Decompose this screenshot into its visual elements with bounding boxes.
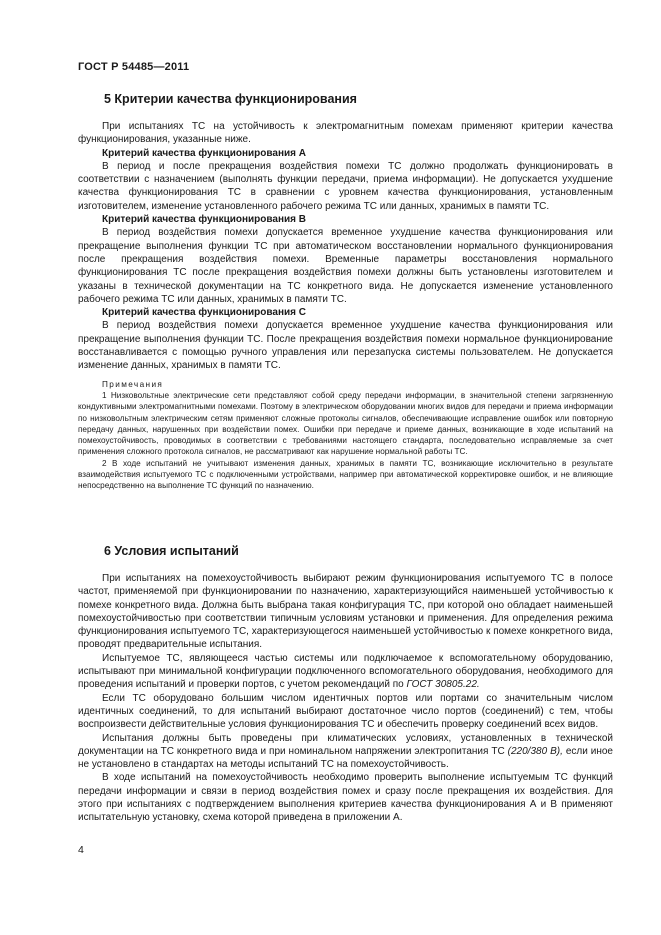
notes-block xyxy=(78,379,613,492)
section-5 xyxy=(78,92,613,492)
section-6-paragraph-5: В ходе испытаний на помехоустойчивость необходимо проверить выполнение испытуемым ТС функций передачи информации и связи в период воздействия помех и сразу после прекращения их воздействия. Для этого при испытаниях с подтверждением выполнения критериев качества функционирования А и В применяют испытательную установку, схема которой приведена в приложении А. xyxy=(78,772,613,824)
section-6-paragraph-1: При испытаниях на помехоустойчивость выбирают режим функционирования испытуемого ТС в полосе частот, применяемой при функционировании по назначению, характеризующийся наименьшей устойчивостью к помехе конкретного вида. Должна быть выбрана такая конфигурация ТС, при которой оно обладает наименьшей помехоустойчивостью при соответствии типичным условиям установки и применения. Для определения режима функционирования испытуемого ТС, характеризующегося наименьшей устойчивостью к помехе конкретного вида, проводят предварительные испытания. xyxy=(78,573,613,651)
standard-reference: ГОСТ 30805.22. xyxy=(406,679,480,691)
criterion-a-text: В период и после прекращения воздействия помехи ТС должно продолжать функционировать в соответствии с назначением (выполнять функции передачи, приема информации). Не допускается ухудшение качества функционирования ТС в сравнении с уровнем качества функционирования, установленным изготовителем, изменение установленного рабочего режима ТС или данных, хранимых в памяти ТС. xyxy=(78,160,613,212)
note-1: 1 Низковольтные электрические сети представляют собой среду передачи информации, в значительной степени загрязненную кондуктивными электромагнитными помехами. Поэтому в электрическом оборудовании многих видов для передачи и приема информации по низковольтным электрическим сетям применяют сложные протоколы сигналов, обеспечивающие исправление ошибок или повторную передачу данных, нарушенных при воздействии помех. Ошибки при передаче и приеме данных, возникающие в ходе испытаний на помехоустойчивость, проводимых в соответствии с требованиями настоящего стандарта, последовательно исправляемые за счет применения сложного протокола сигналов, не рассматривают как нарушение нормальной работы ТС. xyxy=(78,390,613,457)
criterion-b-title: Критерий качества функционирования В xyxy=(102,214,306,226)
criterion-a-title: Критерий качества функционирования А xyxy=(102,147,306,159)
section-6-title: 6 Условия испытаний xyxy=(104,544,239,558)
page-number: 4 xyxy=(78,844,84,856)
section-5-title: 5 Критерии качества функционирования xyxy=(104,92,357,106)
criterion-c-title: Критерий качества функционирования С xyxy=(102,307,306,319)
section-6 xyxy=(78,544,613,825)
standard-header: ГОСТ Р 54485—2011 xyxy=(78,61,190,73)
section-5-intro: При испытаниях ТС на устойчивость к электромагнитным помехам применяют критерии качества функционирования, указанные ниже. xyxy=(78,121,613,146)
criterion-b-text: В период воздействия помехи допускается временное ухудшение качества функционирования или прекращение выполнения функции ТС при автоматическом восстановлении нормального функционирования после прекращения воздействия помехи. Временные параметры восстановления нормального функционирования ТС после прекращения воздействия помехи должны быть установлены изготовителем и указаны в технической документации на ТС конкретного вида. Не допускается изменение установленного рабочего режима ТС или данных, хранимых в памяти ТС. xyxy=(78,227,613,305)
voltage-reference: (220/380 В), xyxy=(507,745,563,757)
section-6-paragraph-3: Если ТС оборудовано большим числом идентичных портов или портами со значительным числом идентичных соединений, то для испытаний выбирают достаточное число портов (соединений) с тем, чтобы воспроизвести действительные условия функционирования ТС и обеспечить проверку соединений всех видов. xyxy=(78,692,613,731)
paragraph-4-text: Испытания должны быть проведены при климатических условиях, установленных в технической документации на ТС конкретного вида и при номинальном напряжении электропитания ТС xyxy=(78,732,613,757)
section-6-paragraph-4 xyxy=(78,732,613,772)
notes-title: Примечания xyxy=(102,379,164,389)
section-6-paragraph-2 xyxy=(78,652,613,692)
criterion-c-text: В период воздействия помехи допускается временное ухудшение качества функционирования или прекращение выполнения функции ТС. После прекращения воздействия помехи нормальное функционирование восстанавливается с помощью ручного управления или перезапуска системы пользователем. Не допускается изменение данных, хранимых в памяти ТС. xyxy=(78,320,613,372)
note-2: 2 В ходе испытаний не учитывают изменения данных, хранимых в памяти ТС, возникающие исключительно в результате взаимодействия испытуемого ТС с подключенными устройствами, например при автоматической корректировке ошибок, и не влияющие непосредственно на выполнение ТС функций по назначению. xyxy=(78,458,613,491)
paragraph-2-text: Испытуемое ТС, являющееся частью системы или подключаемое к вспомогательному оборудованию, испытывают при минимальной конфигурации подключенного вспомогательного оборудования, необходимого для проведения испытаний и проверки портов, с учетом рекомендаций по xyxy=(78,652,613,691)
paragraph-4-tail: если иное не установлено в стандартах на методы испытаний ТС на помехоустойчивость. xyxy=(78,745,613,771)
